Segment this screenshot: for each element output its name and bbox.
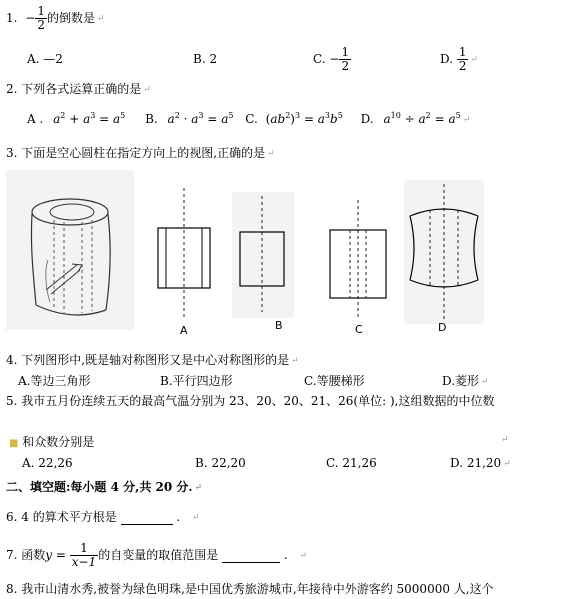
question-1-options: [27, 42, 564, 76]
option-d: D. $\frac{1}{2}$ ↵: [440, 45, 479, 73]
option-a: A. —2: [27, 52, 63, 66]
question-1: [6, 4, 105, 32]
return-mark-icon: ↵: [97, 13, 105, 24]
option-b: B. 2: [193, 52, 218, 66]
option-d-formula: $a^{10} \div a^2 = a^5$: [383, 111, 461, 126]
view-option-d: [404, 180, 484, 324]
return-mark-icon: ↵: [267, 148, 275, 159]
return-mark-icon: ↵: [143, 84, 151, 95]
view-option-c: [326, 200, 392, 324]
return-mark-icon: ↵: [299, 550, 308, 561]
option-b: B. 22,20: [195, 456, 246, 470]
return-mark-icon: ↵: [462, 114, 471, 125]
return-mark-icon: ↵: [503, 458, 511, 469]
fraction: $\frac{1}{2}$: [458, 45, 467, 73]
return-mark-icon: ↵: [192, 512, 200, 523]
option-a: A.等边三角形: [18, 374, 91, 388]
option-a-formula: $a^2 + a^3 = a^5$: [53, 111, 126, 126]
option-d: D.菱形 ↵: [442, 374, 489, 388]
return-mark-icon: ↵: [470, 54, 479, 65]
option-a: A. 22,26: [22, 456, 73, 470]
question-5: 5. 我市五月份连续五天的最高气温分别为 23、20、20、21、26(单位: ),这组数据的中位数: [6, 394, 495, 408]
question-text: 的倒数是: [46, 11, 95, 25]
hollow-cylinder-figure: [6, 170, 134, 330]
option-d: D. 21,20 ↵: [450, 456, 511, 470]
question-6: 6. 4 的算术平方根是 . ↵: [6, 510, 200, 524]
option-b: B.平行四边形: [160, 374, 233, 388]
option-c-label: C: [355, 323, 363, 336]
option-c: C. − $\frac{1}{2}$: [313, 45, 350, 73]
option-a-label: A: [180, 324, 188, 337]
fraction: $\frac{1}{x-1}$: [71, 541, 97, 569]
fraction: $\frac{1}{2}$: [341, 45, 350, 73]
return-mark-icon: ↵: [291, 355, 299, 366]
question-8: 8. 我市山清水秀,被誉为绿色明珠,是中国优秀旅游城市,年接待中外游客约 5000000 人,这个: [6, 582, 494, 596]
question-number: 1.: [6, 11, 18, 25]
option-c: C. 21,26: [326, 456, 377, 470]
question-7: 7. 函数y = $\frac{1}{x-1}$ 的自变量的取值范围是 . ↵: [6, 541, 308, 569]
return-mark-icon: ↵: [481, 376, 489, 387]
fraction: $\frac{1}{2}$: [37, 4, 45, 32]
option-c: C.等腰梯形: [304, 374, 365, 388]
return-mark-icon: ↵: [501, 435, 509, 445]
question-2-options: A . $a^2 + a^3 = a^5$ B. $a^2 \cdot a^3 = a^5$ C. $(ab^2)^3 = a^3b^5$ D. $a^{10} \div a^2 = a^5$ ↵: [27, 111, 471, 126]
return-mark-icon: ↵: [194, 482, 203, 493]
option-b-formula: $a^2 \cdot a^3 = a^5$: [167, 111, 234, 126]
question-5-line2: ■ 和众数分别是 ↵: [9, 435, 509, 449]
view-option-b: [232, 192, 294, 318]
answer-blank[interactable]: [222, 548, 280, 563]
question-4: 4. 下列图形中,既是轴对称图形又是中心对称图形的是 ↵: [6, 353, 299, 367]
answer-blank[interactable]: [121, 524, 173, 525]
question-3: 3. 下面是空心圆柱在指定方向上的视图,正确的是 ↵: [6, 146, 275, 160]
option-d-label: D: [438, 321, 447, 334]
question-5-options: [22, 456, 562, 472]
question-4-options: [18, 372, 558, 388]
dot-mark-icon: ■: [9, 438, 19, 449]
option-c-formula: $(ab^2)^3 = a^3b^5$: [265, 111, 343, 126]
option-b-label: B: [275, 319, 283, 332]
question-2: 2. 下列各式运算正确的是 ↵: [6, 82, 151, 96]
section-heading: 二、填空题:每小题 4 分,共 20 分. ↵: [6, 480, 203, 494]
minus-sign: −: [25, 11, 36, 25]
view-option-a: [152, 188, 216, 334]
